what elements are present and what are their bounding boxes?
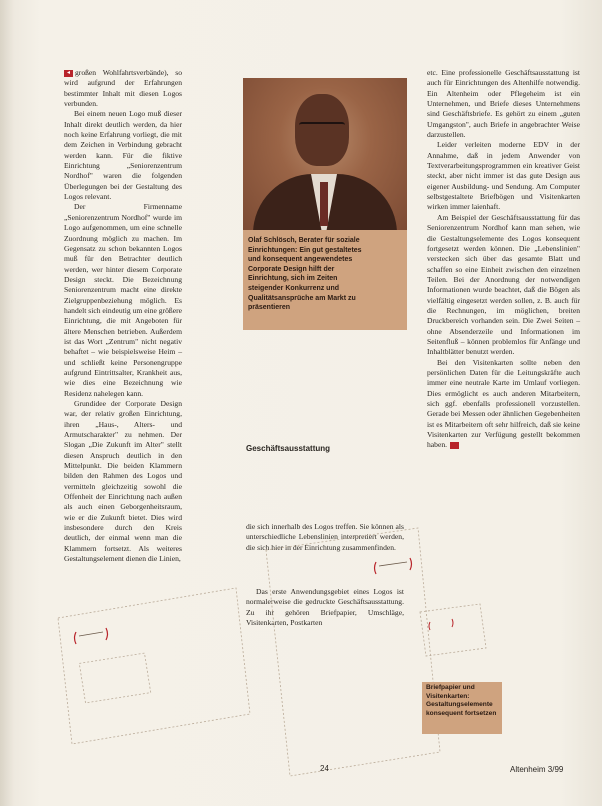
portrait-photo [243,78,407,230]
page-number: 24 [320,764,329,773]
paragraph: Bei den Visitenkarten sollte neben den persönlichen Daten für die Leitungskräfte auch immer eine neutrale Karte im Umlauf vorliegen. Dies ermöglicht es auch anderen Mitarbeitern, sich ggf. ebenfalls professionell vorzustellen. Gerade bei Messen oder ähnlichen Gegebenheiten ist es Mitarbeitern oft sehr hilfreich, daß sie keine Visitenkarten zur Verfügung gestellt bekommen haben. [427,357,580,450]
paragraph: etc. Eine professionelle Geschäftsausstattung ist auch für Einrichtungen des Altenhilfe notwendig. Ein Altenheim oder Pflegeheim ist ein Unternehmen, und Briefe dieses Unternehmens sind Geschäftsbriefe. Es gehört zu einem „guten Umgangston", auch Briefe in angebrachter Weise darzustellen. [427,68,580,140]
illustration-caption: Briefpapier und Visitenkarten: Gestaltungselemente konsequent fortsetzen [426,684,497,717]
paragraph: Am Beispiel der Geschäftsausstattung für das Seniorenzentrum Nordhof kann man sehen, wie die Gestaltungselemente des Logos konsequent fortgesetzt werden können. Die „Lebenslinien" verstecken sich über das gesamte Blatt und schaffen so eine Einheit zwischen den einzelnen Teilen. Bei der Anordnung der notwendigen Informationen wurde beachtet, daß die Bögen als vielfältig eingesetzt werden sollen, z. B. auch für die Rechnungen, im möglichen, breiten Druckbereich vorhanden sein. Die Zwei Seiten – ohne Absenderzeile und Informationen im Seitenfluß – können problemlos für Anfänge und Inhaltblätter benutzt werden. [427,212,580,357]
magazine-issue: Altenheim 3/99 [510,765,564,774]
paragraph: Grundidee der Corporate Design war, der relativ großen Einrichtung, ihren „Haus-, Alters- und Armutscharakter" zu nehmen. Der Slogan „Die Zukunft im Alter" stellt diesen Anspruch deutlich in den Mittelpunkt. Die beiden Klammern bilden den Rahmen des Logos und vermitteln gleichzeitig sowohl die Offenheit der Einrichtung nach außen als auch einen Geborgenheitsraum, wie er die Zukunft bietet. Dies wird insbesondere durch den Kreis deutlich, der einmal wenn man die Klammern fortsetzt. Als weiteres Gestaltungselement dienen die Linien, [64,399,182,564]
text-column-3 [427,68,580,451]
paragraph: Das erste Anwendungsgebiet eines Logos ist normalerweise die gedruckte Geschäftsausstattung. Zu ihr gehören Briefpapier, Umschläge, Visitenkarten, Postkarten [246,587,404,628]
paragraph: Der Firmenname „Seniorenzentrum Nordhof" wurde im Logo aufgenommen, um eine schnelle Zuordnung möglich zu machen. Im Gegensatz zu schon bekannten Logos muß für den Betrachter deutlich werden, wer hinter diesem Corporate Design steckt. Die Bezeichnung Seniorenzentrum macht eine direkte Zielgruppenbeziehung möglich. Es handelt sich eindeutig um eine größere Einrichtung, die mit Angeboten für ältere Menschen betrieben. Außerdem ist das Wort „Zentrum" nicht negativ behaftet – wie beispielsweise Heim – und schließt keine Personengruppe aufgrund Eintrittsalter, Krankheit aus, wie dies eine Bezeichnung wie Residenz nahelegen kann. [64,202,182,398]
paragraph: Leider verleiten moderne EDV in der Annahme, daß in jedem Anwender von Textverarbeitungsprogrammen ein kreativer Geist steckt, aber nicht immer ist das gute Design aus eigener Ausbildung- und Sendung. Am Computer selbstgestaltete Briefbögen und Visitenkarten wirken immer laienhaft. [427,140,580,212]
text-column-2 [246,522,404,628]
text-column-1 [64,68,182,565]
photo-caption: Olaf Schlösch, Berater für soziale Einrichtungen: Ein gut gestaltetes und konsequent angewendetes Corporate Design hilft der Einrichtung, sich im Zeiten steigender Konkurrenz und Qualitätsansprüche am Markt zu präsentieren [248,237,362,312]
continuation-marker-icon: ◂ [64,70,73,77]
paragraph: Bei einem neuen Logo muß dieser Inhalt direkt deutlich werden, da hier noch keine Erfahrung vorliegt, die mit dem Zeichen in Verbindung gebracht werden kann. Für die fiktive Einrichtung „Seniorenzentrum Nordhof" waren die folgenden Überlegungen bei der Gestaltung des Logos relevant. [64,109,182,202]
section-heading: Geschäftsausstattung [246,444,331,453]
end-marker-icon [450,442,459,449]
paragraph: die sich innerhalb des Logos treffen. Sie können als unterschiedliche Lebenslinien interpretiert werden, die sich hier in der Einrichtung zusammenfinden. [246,522,404,552]
paragraph: ◂ großen Wohlfahrtsverbände), so wird aufgrund der Erfahrungen bestimmter Inhalt mit diesen Logos verbunden. [64,68,182,109]
